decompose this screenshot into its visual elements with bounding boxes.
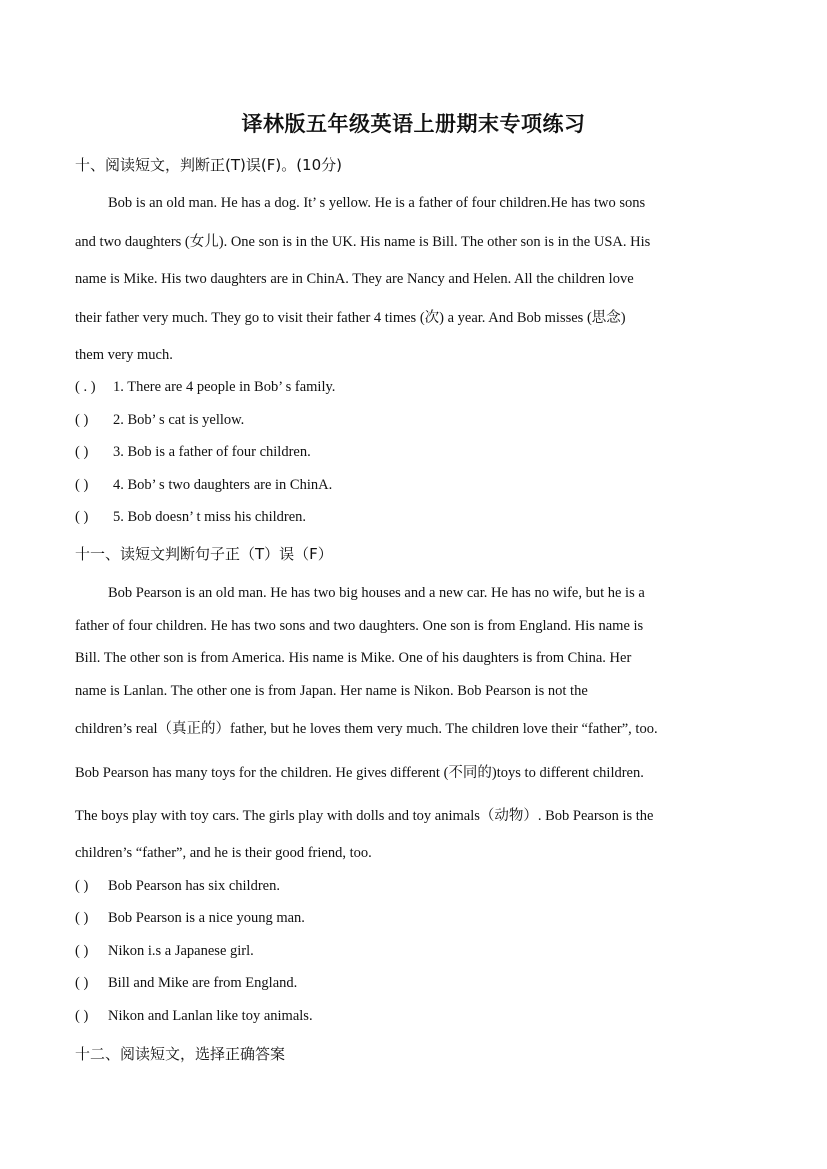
answer-blank[interactable]: ( . ) bbox=[75, 379, 96, 395]
question-text: 2. Bob’ s cat is yellow. bbox=[113, 412, 245, 428]
passage-1-line: their father very much. They go to visit their father 4 times (次) a year. And Bob misses (思念) bbox=[75, 310, 626, 326]
answer-blank[interactable]: ( ) bbox=[75, 477, 89, 493]
passage-1-line: Bob is an old man. He has a dog. It’ s yellow. He is a father of four children.He has two sons bbox=[108, 195, 646, 211]
question-1 bbox=[75, 379, 335, 396]
section-10-heading: 十、阅读短文，判断正(T)误(F)。(10分) bbox=[75, 156, 342, 174]
passage-2-line: Bob Pearson is an old man. He has two big houses and a new car. He has no wife, but he is a bbox=[108, 585, 645, 601]
page-title: 译林版五年级英语上册期末专项练习 bbox=[241, 112, 586, 136]
question-text: Nikon and Lanlan like toy animals. bbox=[108, 1008, 313, 1024]
question-2 bbox=[75, 412, 244, 429]
question-text: Bill and Mike are from England. bbox=[108, 975, 298, 991]
passage-1-line: name is Mike. His two daughters are in ChinA. They are Nancy and Helen. All the children love bbox=[75, 271, 634, 287]
passage-2-line: children’s “father”, and he is their good friend, too. bbox=[75, 845, 372, 861]
passage-2-line: father of four children. He has two sons and two daughters. One son is from England. His name is bbox=[75, 618, 644, 634]
answer-blank[interactable]: ( ) bbox=[75, 910, 89, 926]
passage-2-line: name is Lanlan. The other one is from Japan. Her name is Nikon. Bob Pearson is not the bbox=[75, 683, 588, 699]
question-text: 4. Bob’ s two daughters are in ChinA. bbox=[113, 477, 333, 493]
question-10 bbox=[75, 1008, 313, 1025]
question-text: Nikon i.s a Japanese girl. bbox=[108, 943, 254, 959]
section-11-heading: 十一、读短文判断句子正（T）误（F） bbox=[75, 545, 333, 563]
passage-2-line: The boys play with toy cars. The girls play with dolls and toy animals（动物）. Bob Pearson is the bbox=[75, 808, 654, 824]
answer-blank[interactable]: ( ) bbox=[75, 943, 89, 959]
question-text: 1. There are 4 people in Bob’ s family. bbox=[113, 379, 336, 395]
question-6 bbox=[75, 878, 280, 895]
question-text: Bob Pearson has six children. bbox=[108, 878, 280, 894]
answer-blank[interactable]: ( ) bbox=[75, 878, 89, 894]
answer-blank[interactable]: ( ) bbox=[75, 975, 89, 991]
question-7 bbox=[75, 910, 305, 927]
question-8 bbox=[75, 943, 254, 960]
question-9 bbox=[75, 975, 297, 992]
section-12-heading: 十二、阅读短文，选择正确答案 bbox=[75, 1045, 286, 1063]
question-text: Bob Pearson is a nice young man. bbox=[108, 910, 305, 926]
passage-2-line: children’s real（真正的）father, but he loves them very much. The children love their “father”, too. bbox=[75, 721, 658, 737]
passage-2-line: Bill. The other son is from America. His name is Mike. One of his daughters is from China. Her bbox=[75, 650, 632, 666]
passage-1-line: them very much. bbox=[75, 347, 173, 363]
passage-2-line: Bob Pearson has many toys for the children. He gives different (不同的)toys to different children. bbox=[75, 765, 644, 781]
question-4 bbox=[75, 477, 332, 494]
question-3 bbox=[75, 444, 311, 461]
passage-1-line: and two daughters (女儿). One son is in the UK. His name is Bill. The other son is in the USA. His bbox=[75, 234, 651, 250]
answer-blank[interactable]: ( ) bbox=[75, 412, 89, 428]
answer-blank[interactable]: ( ) bbox=[75, 444, 89, 460]
answer-blank[interactable]: ( ) bbox=[75, 1008, 89, 1024]
question-text: 5. Bob doesn’ t miss his children. bbox=[113, 509, 307, 525]
answer-blank[interactable]: ( ) bbox=[75, 509, 89, 525]
question-5 bbox=[75, 509, 306, 526]
question-text: 3. Bob is a father of four children. bbox=[113, 444, 311, 460]
